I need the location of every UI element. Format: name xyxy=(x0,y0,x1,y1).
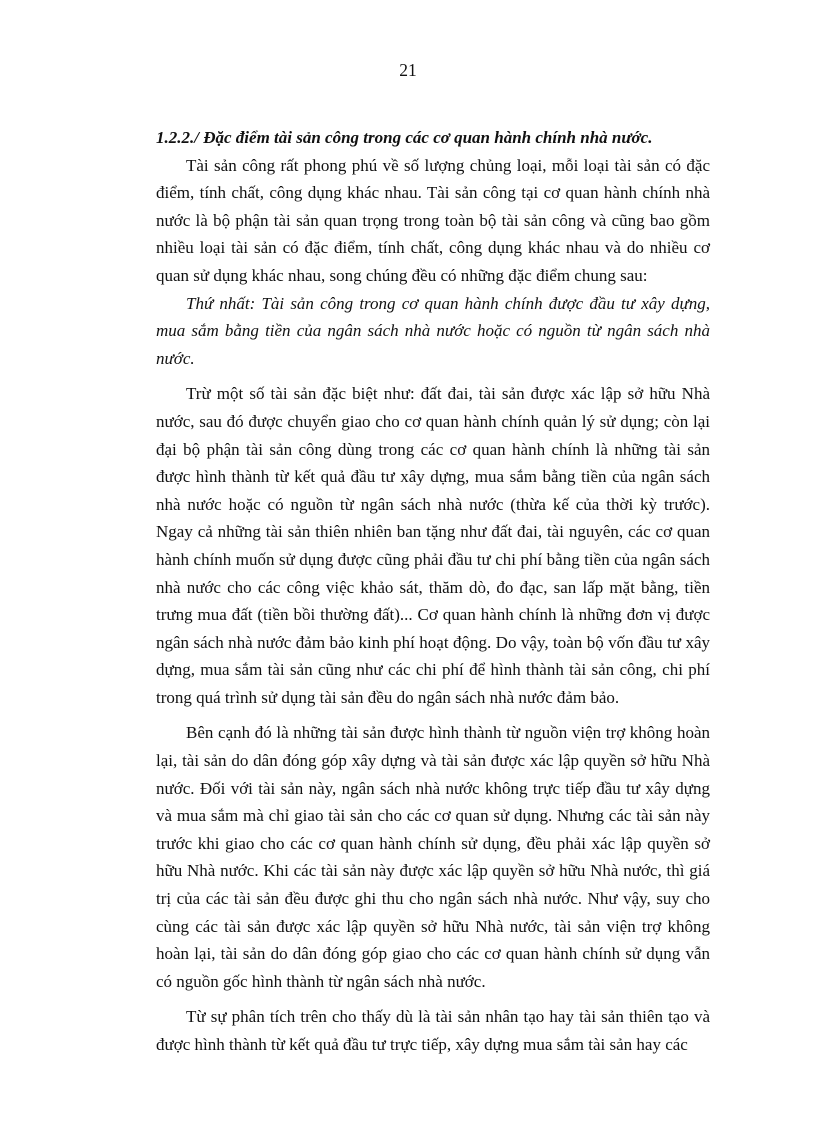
page-number: 21 xyxy=(399,60,417,80)
paragraph-intro: Tài sản công rất phong phú về số lượng chủng loại, mỗi loại tài sản có đặc điểm, tính chất, công dụng khác nhau. Tài sản công tại cơ quan hành chính nhà nước là bộ phận tài sản quan trọng trong toàn bộ tài sản công và cũng bao gồm nhiều loại tài sản có đặc điểm, tính chất, công dụng khác nhau và do nhiều cơ quan sử dụng khác nhau, song chúng đều có những đặc điểm chung sau: xyxy=(156,155,710,285)
paragraph-aid-and-contributions: Bên cạnh đó là những tài sản được hình thành từ nguồn viện trợ không hoàn lại, tài sản do dân đóng góp xây dựng và tài sản được xác lập quyền sở hữu Nhà nước. Đối với tài sản này, ngân sách nhà nước không trực tiếp đầu tư xây dựng và mua sắm mà chỉ giao tài sản cho các cơ quan sử dụng. Nhưng các tài sản này trước khi giao cho các cơ quan hành chính sử dụng, đều phải xác lập quyền sở hữu Nhà nước. Khi các tài sản này được xác lập quyền sở hữu Nhà nước, thì giá trị của các tài sản đều được ghi thu cho ngân sách nhà nước. Như vậy, suy cho cùng các tài sản được xác lập quyền sở hữu Nhà nước, tài sản viện trợ không hoàn lại, tài sản do dân đóng góp giao cho các cơ quan hành chính sử dụng vẫn có nguồn gốc hình thành từ ngân sách nhà nước. xyxy=(156,723,710,991)
paragraph-state-budget-funding: Trừ một số tài sản đặc biệt như: đất đai, tài sản được xác lập sở hữu Nhà nước, sau đó được chuyển giao cho cơ quan hành chính quản lý sử dụng; còn lại đại bộ phận tài sản công dùng trong các cơ quan hành chính là những tài sản được hình thành từ kết quả đầu tư xây dựng, mua sắm bằng tiền của ngân sách nhà nước hoặc có nguồn từ ngân sách nhà nước (thừa kế của thời kỳ trước). Ngay cả những tài sản thiên nhiên ban tặng như đất đai, tài nguyên, các cơ quan hành chính muốn sử dụng được cũng phải đầu tư chi phí bằng tiền của ngân sách nhà nước cho các công việc khảo sát, thăm dò, đo đạc, san lấp mặt bằng, tiền trưng mua đất (tiền bồi thường đất)... Cơ quan hành chính là những đơn vị được ngân sách nhà nước đảm bảo kinh phí hoạt động. Do vậy, toàn bộ vốn đầu tư xây dựng, mua sắm tài sản cũng như các chi phí để hình thành tài sản công, chi phí trong quá trình sử dụng tài sản đều do ngân sách nhà nước đảm bảo. xyxy=(156,384,710,707)
paragraph-conclusion-start: Từ sự phân tích trên cho thấy dù là tài sản nhân tạo hay tài sản thiên tạo và được hình thành từ kết quả đầu tư trực tiếp, xây dựng mua sắm tài sản hay các xyxy=(156,1007,710,1054)
document-body xyxy=(156,124,710,1059)
paragraph-first-characteristic: Thứ nhất: Tài sản công trong cơ quan hành chính được đầu tư xây dựng, mua sắm bằng tiền của ngân sách nhà nước hoặc có nguồn từ ngân sách nhà nước. xyxy=(156,293,710,368)
section-heading: 1.2.2./ Đặc điểm tài sản công trong các cơ quan hành chính nhà nước. xyxy=(156,128,653,147)
